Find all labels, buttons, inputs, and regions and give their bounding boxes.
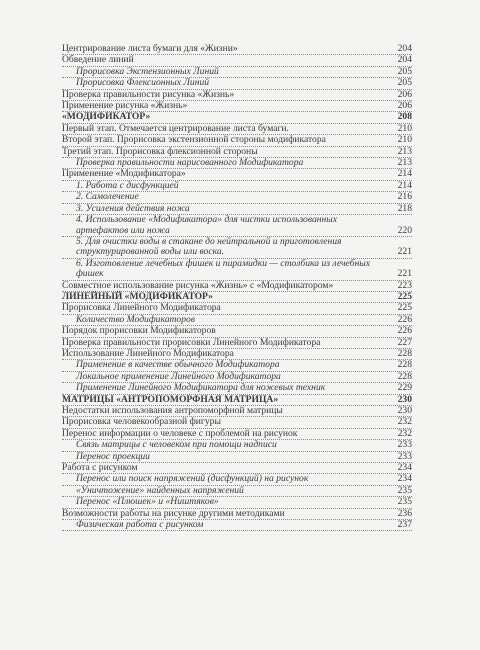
toc-entry-title: МАТРИЦЫ «АНТРОПОМОРФНАЯ МАТРИЦА» — [62, 393, 279, 405]
toc-entry-title: 3. Усиления действия ножа — [76, 202, 190, 214]
toc-entry-page: 235 — [397, 484, 412, 496]
toc-entry — [62, 78, 412, 89]
toc-entry-title: Проверка правильности рисунка «Жизнь» — [62, 88, 235, 100]
toc-entry-page: 226 — [397, 313, 412, 325]
toc-entry-title: 1. Работа с дисфункцией — [76, 179, 179, 191]
toc-entry — [62, 326, 412, 337]
toc-entry-page: 218 — [397, 202, 412, 214]
toc-entry-title: 6. Изготовление лечебных фишек и пирамидки — столбика из лечебных фишек — [76, 257, 371, 280]
toc-entry-page: 228 — [397, 359, 412, 371]
toc-entry — [62, 259, 412, 281]
toc-entry-title: Третий этап. Прорисовка флексионной стороны — [62, 145, 258, 157]
toc-entry-title: Первый этап. Отмечается центрирование листа бумаги. — [62, 122, 289, 134]
table-of-contents — [62, 44, 412, 531]
toc-entry-page: 216 — [397, 191, 412, 203]
toc-entry — [62, 383, 412, 394]
toc-entry-page: 227 — [397, 336, 412, 348]
toc-entry-title: Второй этап. Прорисовка экстензионной стороны модификатора — [62, 134, 326, 146]
toc-entry-page: 221 — [397, 246, 412, 258]
toc-entry-page: 204 — [397, 43, 412, 54]
toc-entry-page: 232 — [397, 427, 412, 439]
toc-entry-page: 225 — [397, 302, 412, 314]
toc-entry-title: Использование Линейного Модификатора — [62, 347, 234, 359]
toc-entry-page: 237 — [397, 519, 412, 531]
toc-entry-page: 205 — [397, 65, 412, 77]
toc-entry-page: 208 — [397, 111, 412, 123]
toc-entry-page: 205 — [397, 77, 412, 89]
toc-entry-page: 206 — [397, 100, 412, 112]
toc-entry-page: 228 — [397, 370, 412, 382]
toc-entry-page: 213 — [397, 157, 412, 169]
toc-entry-title: Применение в качестве обычного Модификатора — [76, 359, 280, 371]
toc-entry-title: Прорисовка Линейного Модификатора — [62, 302, 221, 314]
toc-entry-page: 210 — [397, 122, 412, 134]
toc-entry-title: Перенос или поиск напряжений (дисфункций) на рисунок — [76, 473, 309, 485]
toc-entry-title: Возможности работы на рисунке другими методиками — [62, 507, 285, 519]
toc-entry-title: Проверка правильности прорисовки Линейного Модификатора — [62, 336, 321, 348]
toc-entry-title: Перенос информации о человеке с проблемой на рисунок — [62, 427, 298, 439]
toc-entry-title: Применение рисунка «Жизнь» — [62, 100, 188, 112]
toc-entry — [62, 497, 412, 508]
toc-entry-title: Перенос «Плюшек» и «Ништяков» — [76, 496, 219, 508]
toc-entry — [62, 192, 412, 203]
toc-entry-title: Порядок прорисовки Модификаторов — [62, 325, 216, 337]
toc-entry-title: 2. Самолечение — [76, 191, 139, 203]
toc-entry-page: 223 — [397, 279, 412, 291]
toc-entry-title: Связь матрицы с человеком при помощи надписи — [76, 439, 277, 451]
toc-entry-title: Совместное использование рисунка «Жизнь» с «Модификатором» — [62, 279, 334, 291]
toc-entry-title: Обведение линий — [62, 54, 134, 66]
toc-entry-title: ЛИНЕЙНЫЙ «МОДИФИКАТОР» — [62, 290, 213, 302]
toc-entry-title: Прорисовка человекообразной фигуры — [62, 416, 221, 428]
toc-entry-title: Проверка правильности нарисованного Модификатора — [76, 157, 304, 169]
toc-entry-page: 214 — [397, 179, 412, 191]
toc-entry-title: Прорисовка Флексионных Линий — [76, 77, 210, 89]
toc-entry-page: 214 — [397, 168, 412, 180]
toc-entry-title: Локальное применение Линейного Модификатора — [76, 370, 281, 382]
toc-entry-title: Перенос проекции — [76, 450, 150, 462]
toc-entry-page: 235 — [397, 496, 412, 508]
toc-entry-title: Центрирование листа бумаги для «Жизни» — [62, 43, 238, 54]
toc-entry-title: «Уничтожение» найденных напряжений — [76, 484, 244, 496]
toc-entry-page: 233 — [397, 439, 412, 451]
toc-entry-page: 230 — [397, 393, 412, 405]
toc-entry-title: Прорисовка Экстензионных Линий — [76, 65, 219, 77]
toc-entry-page: 233 — [397, 450, 412, 462]
toc-entry-page: 234 — [397, 462, 412, 474]
toc-entry-page: 220 — [397, 224, 412, 236]
toc-entry-page: 210 — [397, 134, 412, 146]
toc-entry — [62, 215, 412, 237]
toc-entry — [62, 520, 412, 531]
toc-entry-page: 213 — [397, 145, 412, 157]
toc-entry-page: 206 — [397, 88, 412, 100]
toc-entry-page: 226 — [397, 325, 412, 337]
toc-entry-title: 4. Использование «Модификатора» для чистки использованных артефактов или ножа — [76, 214, 338, 236]
toc-entry-title: Недостатки использования антропоморфной матрицы — [62, 405, 283, 416]
toc-entry-page: 234 — [397, 473, 412, 485]
toc-entry-page: 225 — [397, 290, 412, 302]
toc-entry — [62, 237, 412, 259]
toc-entry-title: 5. Для очистки воды в стакане до нейтральной и приготовления структурированной воды или воска. — [76, 235, 342, 258]
toc-entry-page: 230 — [397, 405, 412, 416]
toc-entry-page: 232 — [397, 416, 412, 428]
toc-entry — [62, 135, 412, 146]
toc-entry-title: Физическая работа с рисунком — [76, 519, 204, 531]
toc-entry-page: 204 — [397, 54, 412, 66]
toc-entry-page: 229 — [397, 382, 412, 394]
toc-entry-page: 236 — [397, 507, 412, 519]
toc-entry-title: «МОДИФИКАТОР» — [62, 111, 151, 123]
toc-entry-title: Применение Линейного Модификатора для ножевых техник — [76, 382, 326, 394]
toc-entry-page: 228 — [397, 347, 412, 359]
toc-entry-title: Применение «Модификатора» — [62, 168, 186, 180]
toc-entry-page: 221 — [397, 268, 412, 280]
toc-entry-title: Количество Модификаторов — [76, 313, 195, 325]
toc-entry-title: Работа с рисунком — [62, 462, 138, 474]
toc-entry — [62, 440, 412, 451]
